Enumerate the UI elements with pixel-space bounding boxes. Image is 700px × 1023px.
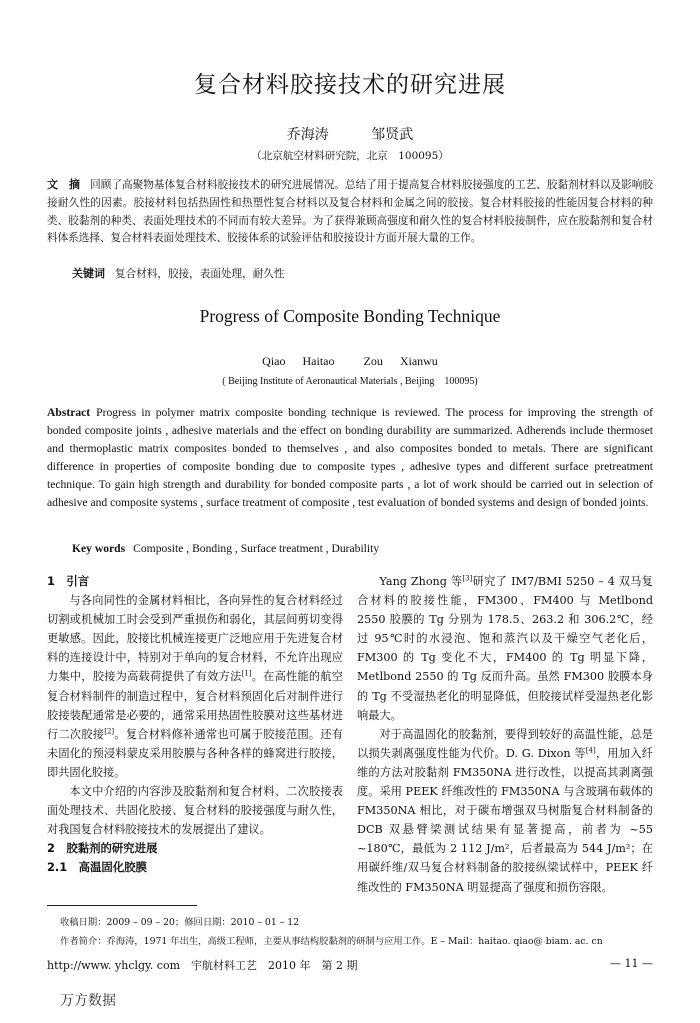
paragraph-text: 研究了 IM7/BMI 5250 – 4 双马复合材料的胶接性能，FM300、FM400 与 Metlbond 2550 胶膜的 Tg 分别为 178.5、263.2 和 306.2℃，经过 95℃时的水浸泡、饱和蒸汽以及干燥空气老化后，FM300 的 Tg 变化不大，FM400 的 Tg 明显下降，Metlbond 2550 的 Tg 反而升高。虽然 FM300 胶膜本身的 Tg 不受湿热老化的明显降低，但胶接试样受湿热老化影响最大。 [357, 575, 653, 722]
keywords-cn [72, 265, 632, 281]
footnote-received: 收稿日期：2009 – 09 – 20；修回日期：2010 – 01 – 12 [60, 917, 300, 928]
watermark: 万方数据 [60, 993, 116, 1009]
page-number: — 11 — [610, 957, 653, 970]
paragraph-text: 对于高温固化的胶黏剂，要得到较好的高温性能，总是以损失剥离强度性能为代价。D. G. Dixon 等 [357, 727, 653, 760]
citation: [3] [462, 574, 473, 583]
keywords-en-text: Composite , Bonding , Surface treatment , Durability [133, 542, 380, 555]
paragraph [47, 591, 343, 782]
footnote-author-bio: 作者简介：乔海涛，1971 年出生，高级工程师，主要从事结构胶黏剂的研制与应用工作。E – Mail：haitao. qiao@ biam. ac. cn [60, 936, 603, 947]
keywords-en [72, 542, 632, 555]
abstract-cn [47, 176, 653, 248]
authors-cn: 乔海涛 邹贤武 [286, 127, 414, 143]
affiliation-cn: （北京航空材料研究院，北京 100095） [251, 150, 449, 162]
abstract-en-text: Progress in polymer matrix composite bonding technique is reviewed. The process for improving the strength of bonded composite joints , adhesive materials and the effect on bonding durability are summarized. Adherends include thermoset and thermoplastic matrix composites bonded to themselves , and also composites bonded to metals. There are significant difference in properties of composite bonding due to composite types , adhesive types and different surface pretreatment technique. To gain high strength and durability for bonded composite parts , a lot of work should be carried out in selection of adhesive and composite systems , surface treatment of composite , test evaluation of bonded systems and design of bonded joints. [47, 406, 653, 509]
body-column-right [357, 572, 653, 897]
paragraph-text: Yang Zhong 等 [379, 575, 463, 588]
paragraph-text: 与各向同性的金属材料相比，各向异性的复合材料经过切割或机械加工时会受到严重损伤和弱化，其层间剪切变得更敏感。因此，胶接比机械连接更广泛地应用于先进复合材料的连接设计中，特别对于单向的复合材料，不允许出现应力集中，胶接为高载荷提供了有效方法 [47, 594, 343, 684]
page-footer [47, 957, 653, 973]
paragraph-text: 。复合材料修补通常也可属于胶接范围。还有未固化的预浸料蒙皮采用胶膜与各种各样的蜂窝进行胶接，即共固化胶接。 [47, 727, 343, 779]
abstract-en-label: Abstract [47, 406, 91, 419]
citation: [1] [241, 669, 252, 678]
paragraph-text: 。在高性能的航空复合材料制件的制造过程中，复合材料预固化后对制件进行胶接装配通常是必要的，通常采用热固性胶膜对这些基材进行二次胶接 [47, 670, 343, 741]
section-heading: 2 胶黏剂的研究进展 [47, 841, 158, 856]
abstract-en [47, 404, 653, 512]
paragraph-text: ，用加入纤维的方法对胶黏剂 FM350NA 进行改性，以提高其剥离强度。采用 PEEK 纤维改性的 FM350NA 与含玻璃布载体的 FM350NA 相比，对于碳布增强双马树脂复合材料制备的 DCB 双悬臂梁测试结果有显著提高，前者为 ~55 ~180℃，最低为 2 112 J/m²，后者最高为 544 J/m²；在用碳纤维/双马复合材料制备的胶接纵梁试样中，PEEK 纤维改性的 FM350NA 明显提高了强度和损伤容限。 [357, 746, 653, 894]
paragraph [357, 572, 653, 725]
citation: [4] [585, 746, 596, 755]
journal-info: http://www. yhclgy. com 宇航材料工艺 2010 年 第 2 期 [47, 959, 358, 972]
paragraph: 本文中介绍的内容涉及胶黏剂和复合材料、二次胶接表面处理技术、共固化胶接、复合材料的胶接强度与耐久性，对我国复合材料胶接技术的发展提出了建议。 [47, 785, 343, 837]
citation: [2] [104, 727, 115, 736]
keywords-cn-label: 关键词 [72, 267, 105, 280]
abstract-cn-label: 文 摘 [47, 178, 81, 191]
section-heading: 1 引言 [47, 574, 90, 588]
keywords-cn-text: 复合材料，胶接，表面处理，耐久性 [115, 268, 285, 280]
paper-title-cn: 复合材料胶接技术的研究进展 [194, 72, 506, 98]
abstract-cn-text: 回顾了高聚物基体复合材料胶接技术的研究进展情况。总结了用于提高复合材料胶接强度的工艺、胶黏剂材料以及影响胶接耐久性的因素。胶接材料包括热固性和热塑性复合材料以及复合材料和金属之间的胶接。复合材料胶接的性能因复合材料的种类、胶黏剂的种类、表面处理技术的不同而有较大差异。为了获得兼顾高强度和耐久性的复合材料胶接制件，应在胶黏剂和复合材料体系选择、复合材料表面处理技术、胶接体系的试验评估和胶接设计方面开展大量的工作。 [47, 179, 654, 245]
footnote-divider [47, 905, 197, 906]
affiliation-en: ( Beijing Institute of Aeronautical Materials , Beijing 100095) [222, 376, 478, 387]
authors-en: Qiao Haitao Zou Xianwu [262, 354, 438, 368]
subsection-heading: 2.1 高温固化胶膜 [47, 860, 147, 875]
body-column-left [47, 572, 343, 878]
keywords-en-label: Key words [72, 542, 126, 555]
paper-title-en: Progress of Composite Bonding Technique [199, 306, 501, 326]
paragraph [357, 725, 653, 897]
